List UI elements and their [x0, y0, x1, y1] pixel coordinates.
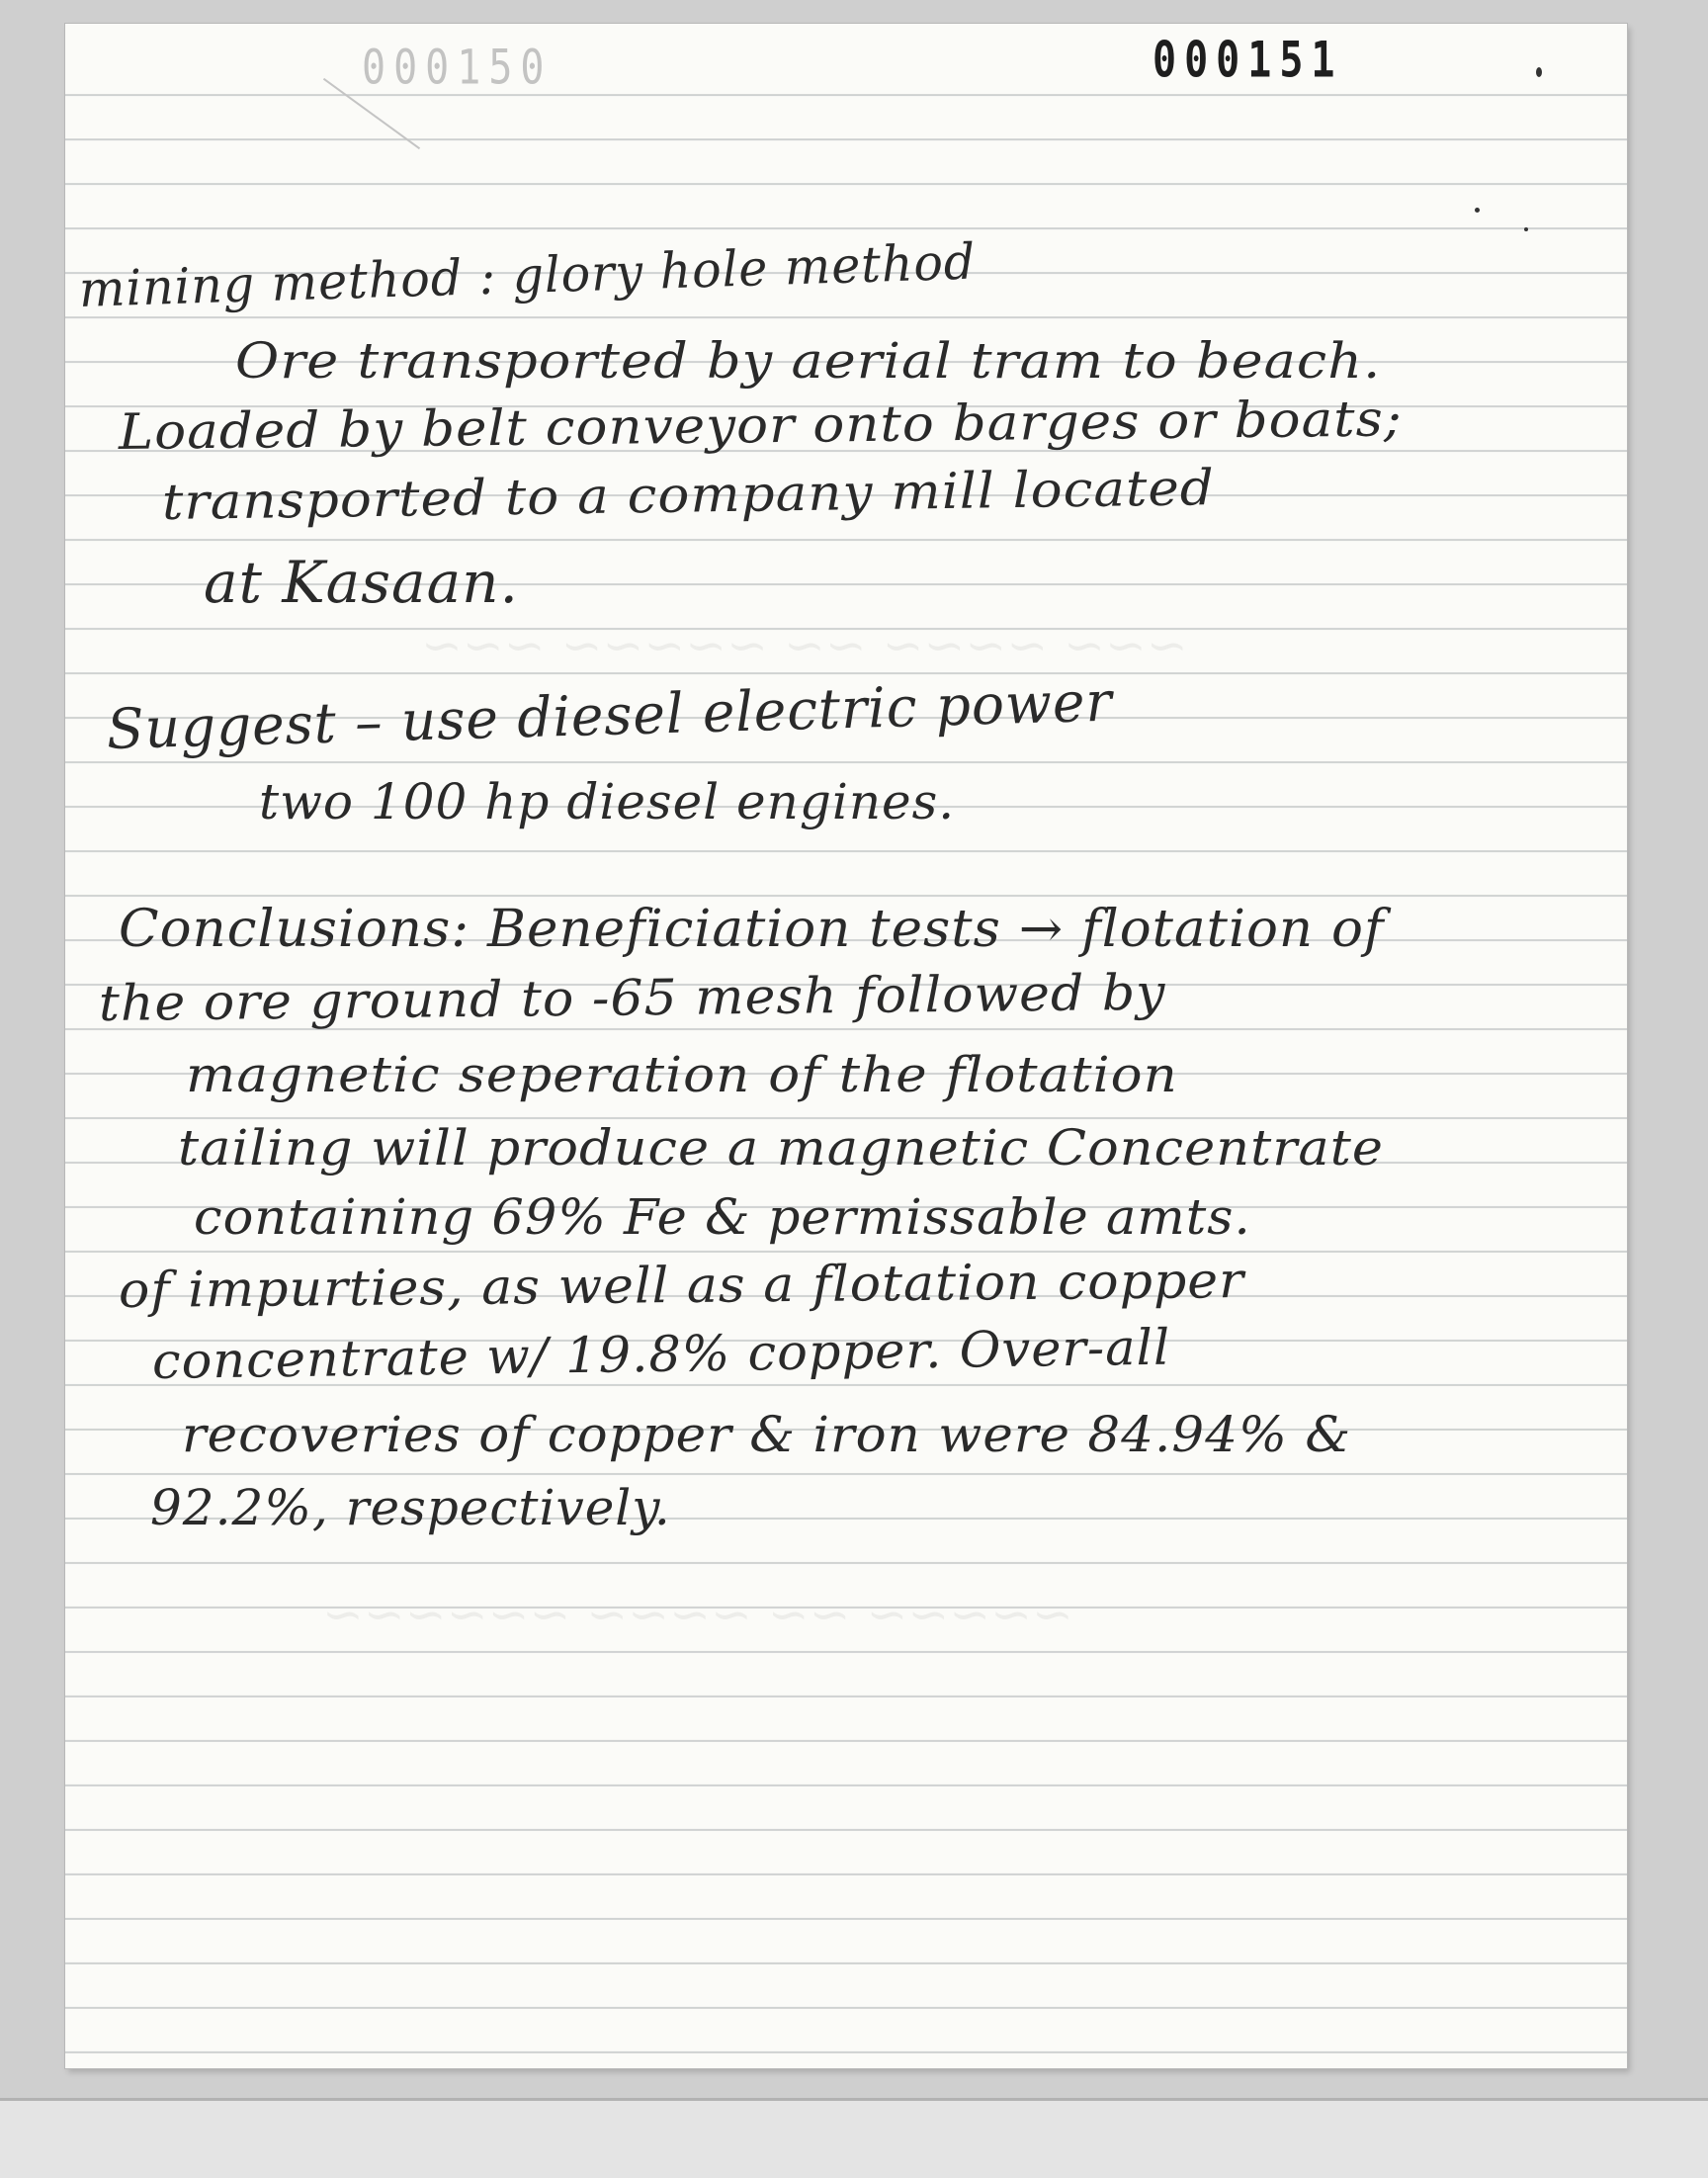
note-line-13: of impurties, as well as a flotation copper	[118, 1252, 1245, 1319]
speck	[1475, 208, 1480, 213]
stamp-number-ghost: 000150	[362, 41, 553, 96]
note-line-10: magnetic seperation of the flotation	[186, 1046, 1178, 1103]
note-line-15: recoveries of copper & iron were 84.94% &	[182, 1406, 1352, 1463]
bleed-through: ~~~~~ ~~ ~~~~ ~~~~~~	[322, 1586, 1073, 1643]
note-line-14: concentrate w/ 19.8% copper. Over-all	[151, 1318, 1171, 1390]
note-line-8: Conclusions: Beneficiation tests → flotation of	[119, 900, 1385, 959]
speck	[1524, 227, 1528, 231]
note-line-4: transported to a company mill located	[161, 459, 1216, 531]
bleed-through: ~~~ ~~~~ ~~ ~~~~~ ~~~	[421, 617, 1188, 674]
note-line-6: Suggest – use diesel electric power	[106, 669, 1114, 762]
stamp-number: 000151	[1153, 32, 1343, 89]
speck	[1536, 67, 1542, 77]
note-line-9: the ore ground to -65 mesh followed by	[98, 963, 1166, 1032]
note-line-12: containing 69% Fe & permissable amts.	[194, 1188, 1251, 1246]
note-line-2: Ore transported by aerial tram to beach.	[235, 332, 1382, 390]
scanner-margin	[0, 2098, 1708, 2178]
note-line-1: mining method : glory hole method	[78, 232, 978, 318]
notebook-sheet	[65, 24, 1627, 2068]
note-line-5: at Kasaan.	[204, 549, 519, 616]
note-line-11: tailing will produce a magnetic Concentrate	[178, 1119, 1385, 1176]
note-line-16: 92.2%, respectively.	[150, 1479, 671, 1536]
note-line-7: two 100 hp diesel engines.	[259, 773, 956, 830]
note-line-3: Loaded by belt conveyor onto barges or boats;	[118, 390, 1404, 461]
